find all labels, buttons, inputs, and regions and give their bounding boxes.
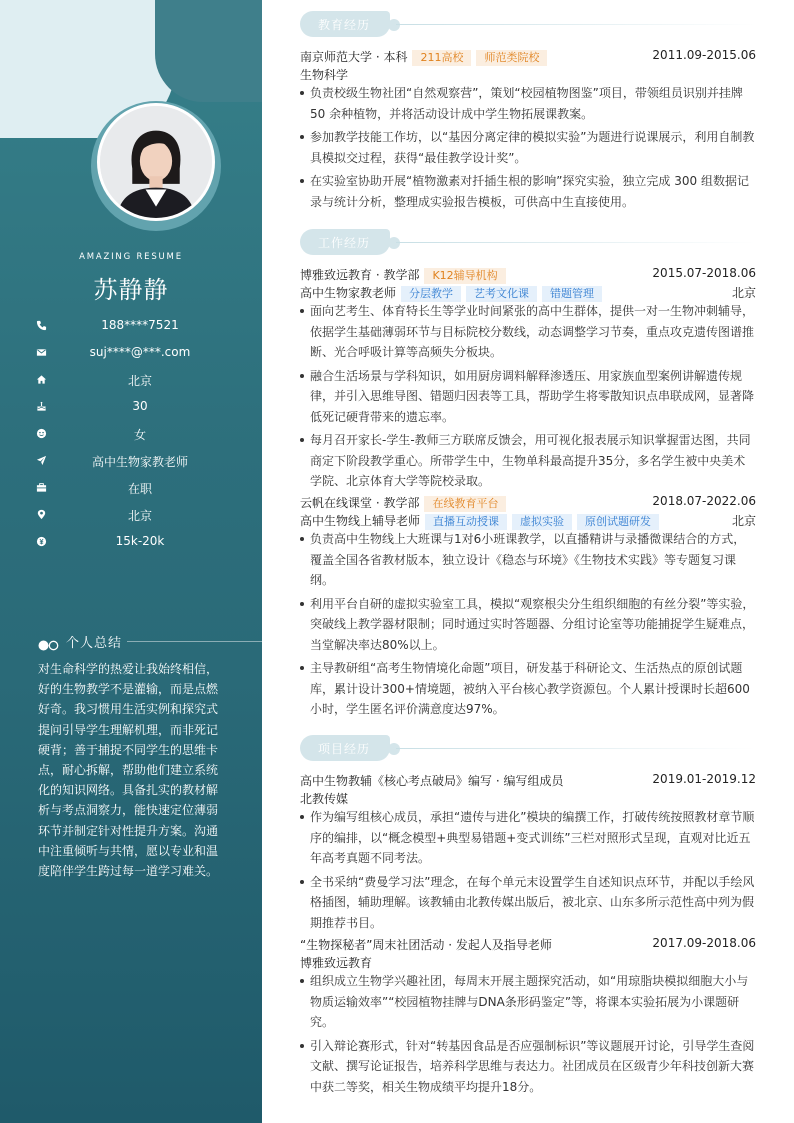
list-item: 负责高中生物线上大班课与1对6小班课教学，以直播精讲与录播微课结合的方式，覆盖全国各省教材版本，独立设计《稳态与环境》《生物技术实践》等专题复习课纲。	[300, 529, 756, 591]
project-bullets	[300, 807, 756, 936]
education-major-row	[300, 65, 756, 83]
project-date: 2019.01-2019.12	[652, 772, 756, 786]
list-item: 利用平台自研的虚拟实验室工具，模拟“观察根尖分生组织细胞的有丝分裂”等实验，突破线上教学器材限制；同时通过实时答题器、分组讨论室等功能捕捉学生疑难点，当堂解决率达80%以上。	[300, 594, 756, 656]
project-org-row	[300, 789, 756, 807]
send-icon	[36, 455, 50, 467]
gender-icon	[36, 428, 50, 440]
candidate-name: 苏静静	[93, 276, 169, 304]
list-item: 全书采纳“费曼学习法”理念，在每个单元末设置学生自述知识点环节，并配以手绘风格插图，辅助理解。该教辅由北教传媒出版后，被北京、山东多所示范性高中列为假期推荐书目。	[300, 872, 756, 934]
company-tag: K12辅导机构	[424, 268, 505, 284]
list-item: 引入辩论赛形式，针对“转基因食品是否应强制标识”等议题展开讨论，引导学生查阅文献、撰写论证报告，培养科学思维与表达力。社团成员在区级青少年科技创新大赛中获二等奖，相关生物成绩平均提升18分。	[300, 1036, 756, 1098]
info-email: suj****@***.com	[36, 343, 226, 363]
project-org: 北教传媒	[300, 792, 349, 806]
info-phone: 188****7521	[36, 316, 226, 336]
home-icon	[36, 374, 50, 386]
info-home: 北京	[36, 370, 226, 390]
job-role: 高中生物家教老师	[300, 286, 397, 300]
job-date: 2018.07-2022.06	[652, 494, 756, 508]
job-role-row	[300, 283, 756, 301]
list-item: 融合生活场景与学科知识，如用厨房调料解释渗透压、用家族血型案例讲解遗传规律，并引入思维导图、错题归因表等工具，帮助学生将零散知识点串联成网，显著降低死记硬背带来的遗忘率。	[300, 366, 756, 428]
job-bullets	[300, 529, 756, 723]
job-role: 高中生物线上辅导老师	[300, 514, 421, 528]
list-item: 在实验室协助开展“植物激素对扦插生根的影响”探究实验，独立完成 300 组数据记录与统计分析，整理成实验报告模板，可供高中生直接使用。	[300, 171, 756, 212]
company-tag: 在线教育平台	[424, 496, 506, 512]
section-projects-heading: 项目经历	[300, 735, 756, 763]
section-work-heading: 工作经历	[300, 229, 756, 257]
education-header	[300, 47, 756, 65]
tagline: AMAZING RESUME	[79, 252, 183, 262]
project-org-row	[300, 953, 756, 971]
mail-icon	[36, 347, 50, 359]
skill-tag: 错题管理	[542, 286, 602, 302]
education-bullets	[300, 83, 756, 215]
project-bullets	[300, 971, 756, 1100]
project-header	[300, 771, 756, 789]
project-name: 高中生物教辅《核心考点破局》编写 · 编写组成员	[300, 774, 564, 788]
phone-icon	[36, 320, 50, 332]
list-item: 参加教学技能工作坊，以“基因分离定律的模拟实验”为题进行说课展示，利用自制教具模拟交过程，获得“最佳教学设计奖”。	[300, 127, 756, 168]
skill-tag: 分层教学	[401, 286, 461, 302]
info-gender: 女	[36, 424, 226, 444]
portrait-image	[100, 106, 212, 218]
list-item: 主导教研组“高考生物情境化命题”项目，研发基于科研论文、生活热点的原创试题库，累计设计300+情境题，被纳入平台核心教学资源包。个人累计授课时长超600小时，学生匿名评价满意度达97%。	[300, 658, 756, 720]
list-item: 作为编写组核心成员，承担“遗传与进化”模块的编撰工作，打破传统按照教材章节顺序的编排，以“概念模型+典型易错题+变式训练”三栏对照形式呈现，直观对比近五年高考真题不同考法。	[300, 807, 756, 869]
list-item: 组织成立生物学兴趣社团，每周末开展主题探究活动，如“用琼脂块模拟细胞大小与物质运输效率”“校园植物挂牌与DNA条形码鉴定”等，将课本实验拓展为小课题研究。	[300, 971, 756, 1033]
list-item: 面向艺考生、体育特长生等学业时间紧张的高中生群体，提供一对一生物冲刺辅导，依据学生基础薄弱环节与目标院校分数线，动态调整学习节奏，重点攻克遗传图谱推断、光合呼吸计算等高频失分板块。	[300, 301, 756, 363]
skill-tag: 直播互动授课	[425, 514, 507, 530]
job-city: 北京	[731, 514, 756, 528]
sidebar	[0, 0, 262, 1123]
decorative-shape	[155, 0, 262, 102]
skill-tag: 原创试题研发	[577, 514, 659, 530]
summary-text: 对生命科学的热爱让我始终相信，好的生物教学不是灌输，而是点燃好奇。我习惯用生活实例和探究式提问引导学生理解机理，而非死记硬背；善于捕捉不同学生的思维卡点，耐心拆解，帮助他们建立系统化的知识网络。具备扎实的教材解析与考点洞察力，能快速定位薄弱环节并制定针对性提升方案。沟通中注重倾听与共情，愿以专业和温度陪伴学生跨过每一道学习难关。	[38, 662, 219, 879]
job-header	[300, 493, 756, 511]
project-header	[300, 935, 756, 953]
skill-tag: 虚拟实验	[512, 514, 572, 530]
education-date: 2011.09-2015.06	[652, 48, 756, 62]
job-city: 北京	[731, 286, 756, 300]
job-bullets	[300, 301, 756, 495]
salary-icon	[36, 536, 50, 548]
info-position: 高中生物家教老师	[36, 451, 226, 471]
project-name: “生物探秘者”周末社团活动 · 发起人及指导老师	[300, 938, 552, 952]
list-item: 每月召开家长-学生-教师三方联席反馈会，用可视化报表展示知识掌握雷达图，共同商定下阶段教学重心。所带学生中，生物单科最高提升35分，多名学生被中央美术学院、北京体育大学等院校录取。	[300, 430, 756, 492]
info-salary: 15k-20k	[36, 532, 226, 552]
job-header	[300, 265, 756, 283]
section-education-heading: 教育经历	[300, 11, 756, 39]
project-date: 2017.09-2018.06	[652, 936, 756, 950]
project-org: 博雅致远教育	[300, 956, 373, 970]
info-status: 在职	[36, 478, 226, 498]
summary-heading: 个人总结	[38, 631, 224, 651]
info-city: 北京	[36, 505, 226, 525]
cake-icon	[36, 401, 50, 413]
company-name: 云帆在线课堂 · 教学部	[300, 496, 420, 510]
school-name: 南京师范大学 · 本科	[300, 50, 408, 64]
company-name: 博雅致远教育 · 教学部	[300, 268, 420, 282]
school-tag: 师范类院校	[476, 50, 547, 66]
job-date: 2015.07-2018.06	[652, 266, 756, 280]
location-pin-icon	[36, 509, 50, 521]
avatar	[97, 103, 215, 221]
dots-icon	[38, 636, 60, 647]
info-age: 30	[36, 397, 226, 417]
divider	[127, 641, 262, 642]
school-tag: 211高校	[412, 50, 471, 66]
list-item: 负责校级生物社团“自然观察营”，策划“校园植物图鉴”项目，带领组员识别并挂牌 50 余种植物，并将活动设计成中学生物拓展课教案。	[300, 83, 756, 124]
job-role-row	[300, 511, 756, 529]
briefcase-icon	[36, 482, 50, 494]
skill-tag: 艺考文化课	[466, 286, 537, 302]
major: 生物科学	[300, 68, 349, 82]
